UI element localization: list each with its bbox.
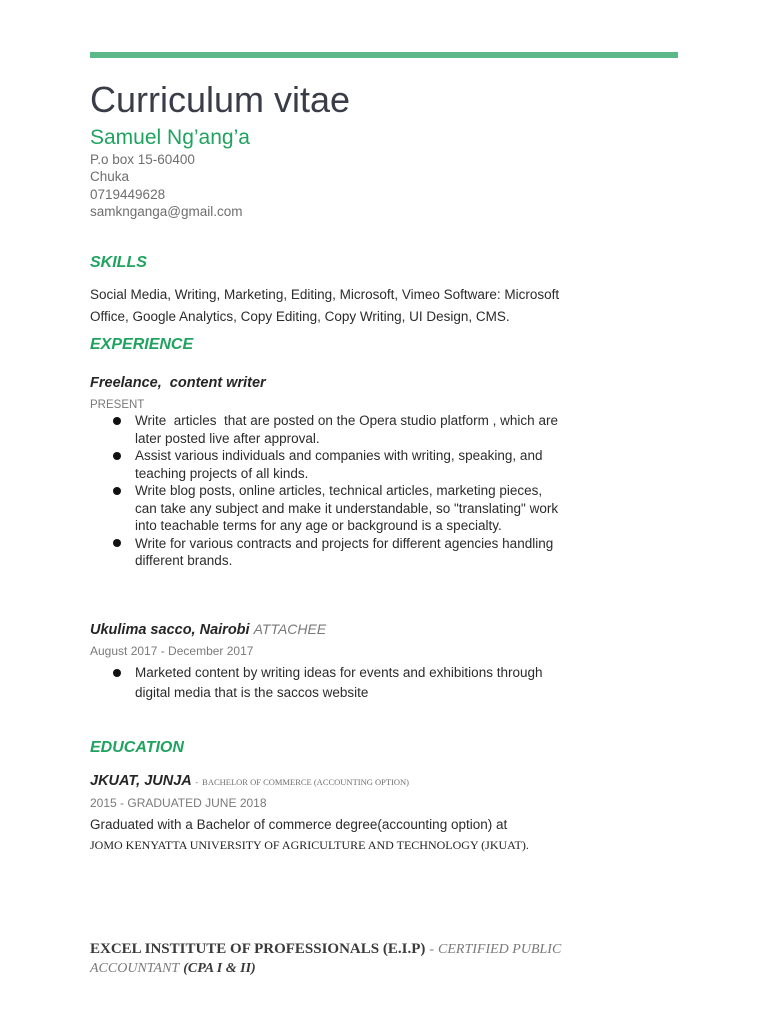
job-dates: August 2017 - December 2017 (90, 644, 254, 658)
job-role: ATTACHEE (253, 621, 327, 637)
contact-phone: 0719449628 (90, 186, 166, 202)
education-description: Graduated with a Bachelor of commerce degree(accounting option) at (90, 817, 508, 832)
bullet-line: into teachable terms for any age or background is a specialty. (135, 518, 502, 533)
contact-info (90, 151, 243, 221)
skills-line: Office, Google Analytics, Copy Editing, Copy Writing, UI Design, CMS. (90, 309, 510, 324)
job-dates: PRESENT (90, 399, 145, 411)
list-item (90, 535, 558, 570)
education-dates: 2015 - GRADUATED JUNE 2018 (90, 796, 267, 810)
contact-address: P.o box 15-60400 (90, 152, 195, 167)
bullet-icon (113, 669, 121, 677)
education-title (90, 940, 561, 978)
qualification-separator: - (195, 777, 199, 787)
bullet-line: teaching projects of all kinds. (135, 465, 309, 481)
institution-name: JKUAT, JUNJA (90, 773, 192, 789)
education-title-line (90, 959, 561, 978)
bullet-line: different brands. (135, 553, 233, 568)
bullet-line: later posted live after approval. (135, 430, 320, 446)
bullet-line: digital media that is the saccos website (135, 685, 369, 700)
list-item (90, 663, 543, 703)
bullet-line: Marketed content by writing ideas for events and exhibitions through (135, 665, 543, 680)
page-title: Curriculum vitae (90, 79, 351, 120)
bullet-icon (113, 539, 121, 547)
bullet-line: Write articles that are posted on the Opera studio platform , which are (135, 413, 558, 428)
bullet-icon (113, 417, 121, 425)
institution-name: EXCEL INSTITUTE OF PROFESSIONALS (E.I.P) (90, 941, 426, 957)
candidate-name: Samuel Ng’ang’a (90, 126, 250, 149)
contact-email: samknganga@gmail.com (90, 204, 243, 220)
bullet-line: Write for various contracts and projects for different agencies handling (135, 535, 554, 551)
job-title (90, 620, 326, 639)
job-title-text: Freelance, content writer (90, 375, 266, 391)
accent-bar (90, 52, 678, 58)
skills-text (90, 284, 559, 328)
list-item (90, 482, 558, 535)
qualification-level: (CPA I & II) (183, 961, 256, 976)
job-title (90, 374, 266, 392)
job-bullet-list (90, 412, 558, 570)
education-heading: EDUCATION (90, 739, 184, 756)
job-title-text: Ukulima sacco, Nairobi (90, 622, 250, 638)
qualification: BACHELOR OF COMMERCE (ACCOUNTING OPTION) (202, 777, 409, 787)
list-item (90, 412, 558, 447)
bullet-line: Assist various individuals and companies with writing, speaking, and (135, 448, 543, 463)
experience-heading: EXPERIENCE (90, 336, 194, 353)
education-title-line (90, 940, 561, 959)
skills-line: Social Media, Writing, Marketing, Editing, Microsoft, Vimeo Software: Microsoft (90, 287, 560, 302)
bullet-icon (113, 487, 121, 495)
education-title (90, 772, 409, 791)
bullet-line: can take any subject and make it understandable, so "translating" work (135, 500, 559, 516)
bullet-line: Write blog posts, online articles, technical articles, marketing pieces, (135, 483, 543, 498)
qualification-separator: - (429, 942, 435, 957)
skills-heading: SKILLS (90, 254, 147, 271)
contact-town: Chuka (90, 169, 130, 185)
education-institution-full: JOMO KENYATTA UNIVERSITY OF AGRICULTURE AND TECHNOLOGY (JKUAT). (90, 838, 529, 852)
job-bullet-list (90, 663, 543, 703)
qualification: ACCOUNTANT (90, 961, 180, 976)
bullet-icon (113, 452, 121, 460)
list-item (90, 447, 558, 482)
qualification: CERTIFIED PUBLIC (438, 942, 562, 957)
